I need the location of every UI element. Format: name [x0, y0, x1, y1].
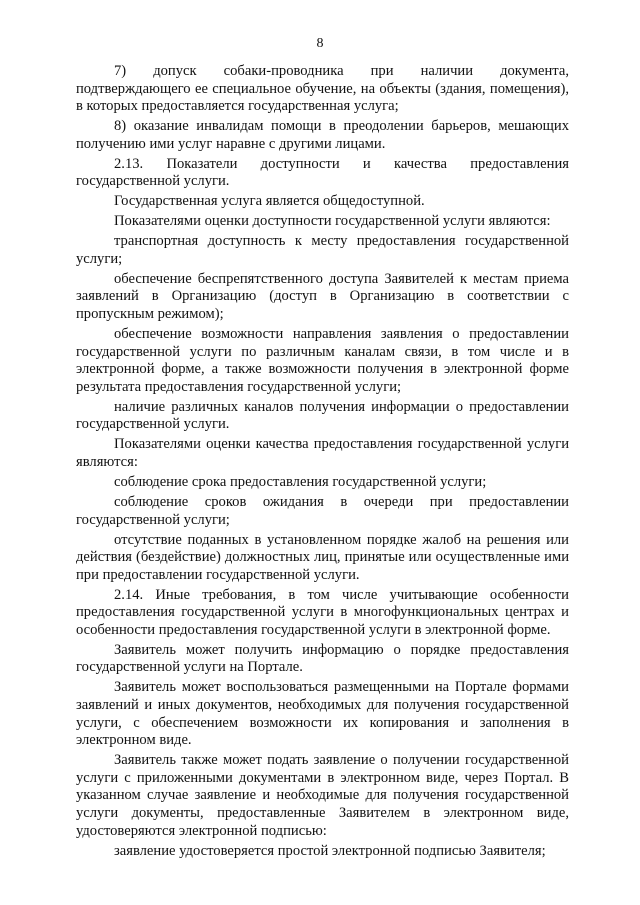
document-body	[76, 63, 569, 863]
paragraph: соблюдение срока предоставления государственной услуги;	[114, 473, 487, 490]
paragraph: Государственная услуга является общедоступной.	[114, 193, 425, 210]
paragraph: транспортная доступность к месту предоставления государственной услуги;	[76, 233, 569, 267]
paragraph: 7) допуск собаки-проводника при наличии документа, подтверждающего ее специальное обучение, на объекты (здания, помещения), в которых предоставляется государственная услуга;	[76, 63, 569, 115]
section-heading: 2.14. Иные требования, в том числе учитывающие особенности предоставления государственной услуги в многофункциональных центрах и особенности предоставления государственной услуги в электронной форме.	[76, 586, 569, 638]
paragraph: Заявитель может получить информацию о порядке предоставления государственной услуги на Портале.	[76, 641, 569, 676]
paragraph: наличие различных каналов получения информации о предоставлении государственной услуги.	[76, 398, 569, 433]
paragraph: 8) оказание инвалидам помощи в преодолении барьеров, мешающих получению ими услуг наравне с другими лицами.	[76, 118, 569, 152]
paragraph: отсутствие поданных в установленном порядке жалоб на решения или действия (бездействие) должностных лиц, принятые или осуществленные ими при предоставлении государственной услуги.	[76, 531, 569, 583]
paragraph: соблюдение сроков ожидания в очереди при предоставлении государственной услуги;	[76, 493, 569, 528]
paragraph: обеспечение беспрепятственного доступа Заявителей к местам приема заявлений в Организацию (доступ в Организацию в соответствии с пропускным режимом);	[76, 270, 569, 323]
paragraph: обеспечение возможности направления заявления о предоставлении государственной услуги по различным каналам связи, в том числе и в электронной форме, а также возможности получения в электронной форме результата предоставления государственной услуги;	[76, 326, 569, 395]
paragraph: Показателями оценки качества предоставления государственной услуги являются:	[76, 436, 569, 470]
paragraph: Заявитель также может подать заявление о получении государственной услуги с приложенными документами в электронном виде, через Портал. В указанном случае заявление и необходимые для получения государственной услуги документы, предоставленные Заявителем в электронном виде, удостоверяются электронной подписью:	[76, 752, 569, 839]
paragraph: заявление удостоверяется простой электронной подписью Заявителя;	[114, 842, 546, 859]
page-number: 8	[316, 36, 324, 51]
paragraph: Заявитель может воспользоваться размещенными на Портале формами заявлений и иных документов, необходимых для получения государственной услуги, с обеспечением возможности их копирования и заполнения в электронном виде.	[76, 679, 569, 749]
section-heading: 2.13. Показатели доступности и качества предоставления государственной услуги.	[76, 155, 569, 190]
paragraph: Показателями оценки доступности государственной услуги являются:	[114, 213, 551, 230]
